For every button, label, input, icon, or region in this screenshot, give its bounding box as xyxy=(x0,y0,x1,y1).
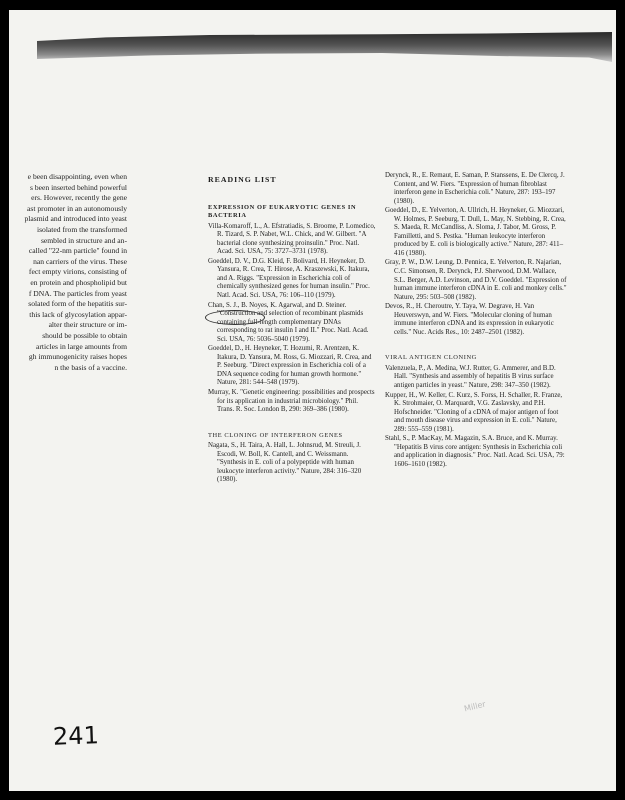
section-heading-expression: EXPRESSION OF EUKARYOTIC GENES IN BACTERIA xyxy=(208,203,357,220)
section-heading-viral-antigen: VIRAL ANTIGEN CLONING xyxy=(385,354,477,362)
reading-list-title: READING LIST xyxy=(208,175,277,184)
scanned-page xyxy=(9,10,616,791)
fragment-line: articles in large amounts from xyxy=(36,341,127,351)
fragment-line: ast promoter in an autonomously xyxy=(27,203,127,213)
reading-list-middle-column xyxy=(208,176,376,486)
fragment-line: en protein and phospholipid but xyxy=(30,277,127,287)
reading-list-right-column xyxy=(385,172,568,471)
fragment-line: n the basis of a vaccine. xyxy=(54,362,127,372)
reference-entry: Murray, K. "Genetic engineering: possibilities and prospects for its application in industrial microbiology." Phil. Trans. R. Soc. London B, 290: 369–386 (1980). xyxy=(208,389,375,414)
fragment-line: sembled in structure and an- xyxy=(40,235,127,245)
handdrawn-circle-mark xyxy=(205,310,265,325)
fragment-line: called "22-nm particle" found in xyxy=(28,246,127,256)
pencil-annotation: Miller xyxy=(463,699,487,714)
reference-entry: Kupper, H., W. Keller, C. Kurz, S. Forss, H. Schaller, R. Franze, K. Strohmaier, O. Marquardt, V.G. Zaslavsky, and P.H. Hofschneider. "Cloning of a cDNA of major antigen of foot and mouth disease virus and expression in E. coli." Nature, 289: 555–559 (1981). xyxy=(385,391,563,433)
fragment-line: this lack of glycosylation appar- xyxy=(29,309,127,319)
reference-entry: Goeddel, D., E. Yelverton, A. Ullrich, H. Heyneker, G. Miozzari, W. Holmes, P. Seeburg, T. Dull, L. May, N. Stebbing, R. Crea, S. Maeda, R. McCandliss, A. Sloma, J. Tabor, M. Gross, P. Familletti, and S. Pestka. "Human leukocyte interferon produced by E. coli is biologically active." Nature, 287: 411–416 (1980). xyxy=(385,207,566,257)
reference-entry: Stahl, S., P. MacKay, M. Magazin, S.A. Bruce, and K. Murray. "Hepatitis B virus core antigen: Synthesis in Escherichia coli and application in diagnosis." Proc. Natl. Acad. Sci. USA, 79: 1606–1610 (1982). xyxy=(385,435,565,468)
reference-entry: Goeddel, D. V., D.G. Kleid, F. Bolivard, H. Heyneker, D. Yansura, R. Crea, T. Hirose, A. Kraszewski, K. Itakura, and A. Riggs. "Expression in Escherichia coli of chemically synthesized genes for human insulin." Proc. Natl. Acad. Sci. USA, 76: 106–110 (1979). xyxy=(208,257,370,300)
fragment-line: fect empty virions, consisting of xyxy=(28,267,127,277)
previous-page-fragment xyxy=(9,172,127,373)
fragment-line: ers. However, recently the gene xyxy=(31,193,127,203)
fragment-line: isolated from the transformed xyxy=(36,224,127,234)
fragment-line: f DNA. The particles from yeast xyxy=(28,288,127,298)
scan-shadow-band xyxy=(37,32,612,62)
fragment-line: solated form of the hepatitis sur- xyxy=(28,299,127,309)
section-heading-interferon: THE CLONING OF INTERFERON GENES xyxy=(208,431,343,439)
fragment-line: nan carriers of the virus. These xyxy=(33,256,127,266)
fragment-line: should be possible to obtain xyxy=(42,330,127,340)
reference-entry: Gray, P. W., D.W. Leung, D. Pennica, E. Yelverton, R. Najarian, C.C. Simonsen, R. Derynck, P.J. Sherwood, D.M. Wallace, S.L. Berger, A.D. Levinson, and D.V. Goeddel. "Expression of human immune interferon cDNA in E. coli and monkey cells." Nature, 295: 503–508 (1982). xyxy=(385,259,567,301)
reference-entry: Valenzuela, P., A. Medina, W.J. Rutter, G. Ammerer, and B.D. Hall. "Synthesis and assembly of hepatitis B virus surface antigen particles in yeast." Nature, 298: 347–350 (1982). xyxy=(385,364,556,390)
fragment-line: e been disappointing, even when xyxy=(27,172,127,181)
fragment-line: s been inserted behind powerful xyxy=(29,182,127,192)
fragment-line: gh immunogenicity raises hopes xyxy=(28,352,127,362)
reference-entry: Villa-Komaroff, L., A. Efstratiadis, S. Broome, P. Lomedico, R. Tizard, S. P. Nabet, W.L. Chick, and W. Gilbert. "A bacterial clone synthesizing proinsulin." Proc. Natl. Acad. Sci. USA, 75: 3727–3731 (1978). xyxy=(208,222,376,256)
fragment-line: alter their structure or im- xyxy=(48,320,127,330)
fragment-line: plasmid and introduced into yeast xyxy=(24,214,127,224)
reference-entry: Derynck, R., E. Remaut, E. Saman, P. Stanssens, E. De Clercq, J. Content, and W. Fiers. "Expression of human fibroblast interferon gene in Escherichia coli." Nature, 287: 193–197 (1980). xyxy=(385,172,565,205)
reference-entry: Devos, R., H. Cheroutre, Y. Taya, W. Degrave, H. Van Heuverswyn, and W. Fiers. "Molecular cloning of human immune interferon cDNA and its expression in eukaryotic cells." Nuc. Acids Res., 10: 2487–2501 (1982). xyxy=(385,303,554,336)
reference-entry: Goeddel, D., H. Heyneker, T. Hozumi, R. Arentzen, K. Itakura, D. Yansura, M. Ross, G. Miozzari, R. Crea, and P. Seeburg. "Direct expression in Escherichia coli of a DNA sequence coding for human growth hormone." Nature, 281: 544–548 (1979). xyxy=(208,345,372,387)
reference-entry: Nagata, S., H. Taira, A. Hall, L. Johnsrud, M. Streuli, J. Escodi, W. Boll, K. Cantell, and C. Weissmann. "Synthesis in E. coli of a polypeptide with human leukocyte interferon activity." Nature, 284: 316–320 (1980). xyxy=(208,442,362,484)
handwritten-page-number: 241 xyxy=(52,721,100,751)
reference-entry: Chan, S. J., B. Noyes, K. Agarwal, and D. Steiner. "Construction and selection of recombinant plasmids containing full-length complementary DNAs corresponding to rat insulin I and II." Proc. Natl. Acad. Sci. USA, 76: 5036–5040 (1979). xyxy=(208,301,369,343)
